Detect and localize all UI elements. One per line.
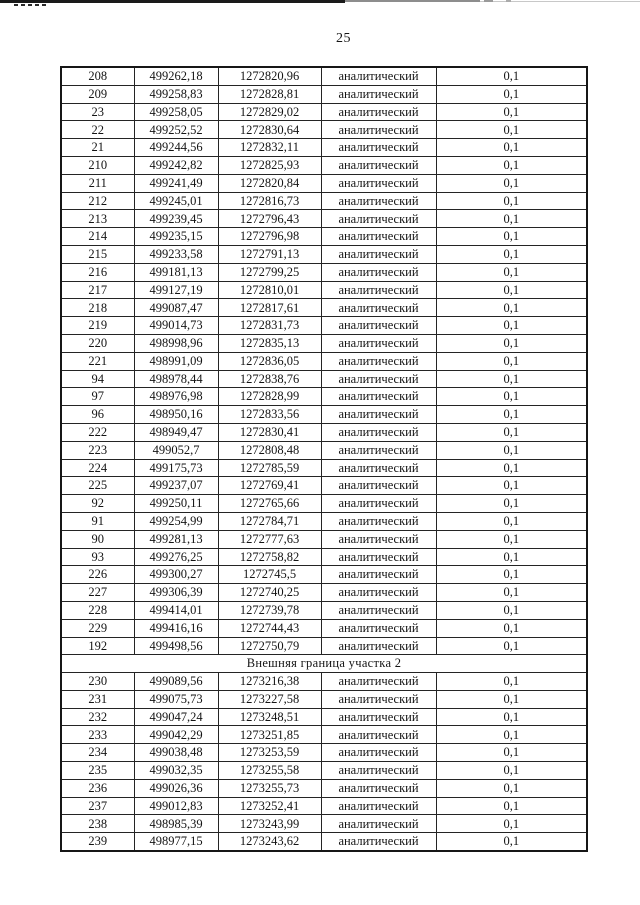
point-number-cell: 94 bbox=[61, 370, 134, 388]
method-cell: аналитический bbox=[321, 281, 436, 299]
table-row bbox=[61, 584, 587, 602]
x-coordinate-cell: 499089,56 bbox=[134, 673, 218, 691]
method-cell: аналитический bbox=[321, 673, 436, 691]
table-row bbox=[61, 548, 587, 566]
y-coordinate-cell: 1273216,38 bbox=[218, 673, 321, 691]
table-row bbox=[61, 512, 587, 530]
accuracy-cell: 0,1 bbox=[436, 174, 587, 192]
table-row bbox=[61, 388, 587, 406]
table-row bbox=[61, 601, 587, 619]
table-row bbox=[61, 726, 587, 744]
point-number-cell: 230 bbox=[61, 673, 134, 691]
method-cell: аналитический bbox=[321, 779, 436, 797]
y-coordinate-cell: 1272832,11 bbox=[218, 139, 321, 157]
accuracy-cell: 0,1 bbox=[436, 779, 587, 797]
table-row bbox=[61, 797, 587, 815]
table-row bbox=[61, 245, 587, 263]
x-coordinate-cell: 499262,18 bbox=[134, 67, 218, 85]
x-coordinate-cell: 498998,96 bbox=[134, 334, 218, 352]
x-coordinate-cell: 499087,47 bbox=[134, 299, 218, 317]
y-coordinate-cell: 1272799,25 bbox=[218, 263, 321, 281]
method-cell: аналитический bbox=[321, 263, 436, 281]
accuracy-cell: 0,1 bbox=[436, 85, 587, 103]
accuracy-cell: 0,1 bbox=[436, 406, 587, 424]
point-number-cell: 235 bbox=[61, 762, 134, 780]
y-coordinate-cell: 1272765,66 bbox=[218, 495, 321, 513]
point-number-cell: 212 bbox=[61, 192, 134, 210]
y-coordinate-cell: 1272796,43 bbox=[218, 210, 321, 228]
point-number-cell: 217 bbox=[61, 281, 134, 299]
accuracy-cell: 0,1 bbox=[436, 673, 587, 691]
accuracy-cell: 0,1 bbox=[436, 797, 587, 815]
method-cell: аналитический bbox=[321, 334, 436, 352]
y-coordinate-cell: 1272796,98 bbox=[218, 228, 321, 246]
point-number-cell: 192 bbox=[61, 637, 134, 655]
point-number-cell: 92 bbox=[61, 495, 134, 513]
y-coordinate-cell: 1272817,61 bbox=[218, 299, 321, 317]
accuracy-cell: 0,1 bbox=[436, 708, 587, 726]
accuracy-cell: 0,1 bbox=[436, 744, 587, 762]
point-number-cell: 23 bbox=[61, 103, 134, 121]
method-cell: аналитический bbox=[321, 584, 436, 602]
table-row bbox=[61, 495, 587, 513]
point-number-cell: 231 bbox=[61, 690, 134, 708]
y-coordinate-cell: 1273251,85 bbox=[218, 726, 321, 744]
point-number-cell: 209 bbox=[61, 85, 134, 103]
point-number-cell: 90 bbox=[61, 530, 134, 548]
scan-artifact-dashes bbox=[14, 4, 48, 6]
accuracy-cell: 0,1 bbox=[436, 512, 587, 530]
y-coordinate-cell: 1272745,5 bbox=[218, 566, 321, 584]
method-cell: аналитический bbox=[321, 85, 436, 103]
point-number-cell: 218 bbox=[61, 299, 134, 317]
point-number-cell: 220 bbox=[61, 334, 134, 352]
x-coordinate-cell: 499014,73 bbox=[134, 317, 218, 335]
table-row bbox=[61, 637, 587, 655]
table-row bbox=[61, 673, 587, 691]
y-coordinate-cell: 1272808,48 bbox=[218, 441, 321, 459]
accuracy-cell: 0,1 bbox=[436, 156, 587, 174]
x-coordinate-cell: 499175,73 bbox=[134, 459, 218, 477]
accuracy-cell: 0,1 bbox=[436, 334, 587, 352]
point-number-cell: 97 bbox=[61, 388, 134, 406]
accuracy-cell: 0,1 bbox=[436, 477, 587, 495]
scan-artifact-tick bbox=[506, 0, 511, 2]
point-number-cell: 96 bbox=[61, 406, 134, 424]
table-row bbox=[61, 352, 587, 370]
point-number-cell: 232 bbox=[61, 708, 134, 726]
x-coordinate-cell: 499042,29 bbox=[134, 726, 218, 744]
table-row bbox=[61, 459, 587, 477]
point-number-cell: 22 bbox=[61, 121, 134, 139]
method-cell: аналитический bbox=[321, 299, 436, 317]
page-number: 25 bbox=[336, 31, 351, 46]
x-coordinate-cell: 498977,15 bbox=[134, 833, 218, 851]
y-coordinate-cell: 1272835,13 bbox=[218, 334, 321, 352]
x-coordinate-cell: 499239,45 bbox=[134, 210, 218, 228]
x-coordinate-cell: 499250,11 bbox=[134, 495, 218, 513]
accuracy-cell: 0,1 bbox=[436, 263, 587, 281]
y-coordinate-cell: 1272739,78 bbox=[218, 601, 321, 619]
x-coordinate-cell: 498978,44 bbox=[134, 370, 218, 388]
table-row bbox=[61, 530, 587, 548]
method-cell: аналитический bbox=[321, 744, 436, 762]
method-cell: аналитический bbox=[321, 762, 436, 780]
accuracy-cell: 0,1 bbox=[436, 388, 587, 406]
table-row bbox=[61, 192, 587, 210]
x-coordinate-cell: 499498,56 bbox=[134, 637, 218, 655]
point-number-cell: 208 bbox=[61, 67, 134, 85]
x-coordinate-cell: 499032,35 bbox=[134, 762, 218, 780]
point-number-cell: 222 bbox=[61, 423, 134, 441]
accuracy-cell: 0,1 bbox=[436, 281, 587, 299]
table-row bbox=[61, 477, 587, 495]
x-coordinate-cell: 499038,48 bbox=[134, 744, 218, 762]
point-number-cell: 226 bbox=[61, 566, 134, 584]
table-row bbox=[61, 833, 587, 851]
x-coordinate-cell: 499127,19 bbox=[134, 281, 218, 299]
table-row bbox=[61, 334, 587, 352]
point-number-cell: 227 bbox=[61, 584, 134, 602]
point-number-cell: 93 bbox=[61, 548, 134, 566]
method-cell: аналитический bbox=[321, 406, 436, 424]
x-coordinate-cell: 499075,73 bbox=[134, 690, 218, 708]
table-row bbox=[61, 762, 587, 780]
y-coordinate-cell: 1272820,84 bbox=[218, 174, 321, 192]
section-header-row bbox=[61, 655, 587, 673]
table-row bbox=[61, 67, 587, 85]
table-row bbox=[61, 370, 587, 388]
point-number-cell: 239 bbox=[61, 833, 134, 851]
point-number-cell: 233 bbox=[61, 726, 134, 744]
coordinates-table bbox=[60, 66, 588, 852]
point-number-cell: 21 bbox=[61, 139, 134, 157]
x-coordinate-cell: 499414,01 bbox=[134, 601, 218, 619]
method-cell: аналитический bbox=[321, 619, 436, 637]
y-coordinate-cell: 1272810,01 bbox=[218, 281, 321, 299]
y-coordinate-cell: 1272769,41 bbox=[218, 477, 321, 495]
point-number-cell: 216 bbox=[61, 263, 134, 281]
section-header-label: Внешняя граница участка 2 bbox=[61, 655, 587, 673]
point-number-cell: 221 bbox=[61, 352, 134, 370]
x-coordinate-cell: 499235,15 bbox=[134, 228, 218, 246]
table-row bbox=[61, 815, 587, 833]
accuracy-cell: 0,1 bbox=[436, 601, 587, 619]
accuracy-cell: 0,1 bbox=[436, 352, 587, 370]
y-coordinate-cell: 1273255,58 bbox=[218, 762, 321, 780]
point-number-cell: 223 bbox=[61, 441, 134, 459]
accuracy-cell: 0,1 bbox=[436, 67, 587, 85]
method-cell: аналитический bbox=[321, 192, 436, 210]
method-cell: аналитический bbox=[321, 566, 436, 584]
y-coordinate-cell: 1272740,25 bbox=[218, 584, 321, 602]
x-coordinate-cell: 499244,56 bbox=[134, 139, 218, 157]
table-row bbox=[61, 263, 587, 281]
method-cell: аналитический bbox=[321, 245, 436, 263]
x-coordinate-cell: 499276,25 bbox=[134, 548, 218, 566]
accuracy-cell: 0,1 bbox=[436, 103, 587, 121]
y-coordinate-cell: 1272830,41 bbox=[218, 423, 321, 441]
method-cell: аналитический bbox=[321, 530, 436, 548]
accuracy-cell: 0,1 bbox=[436, 228, 587, 246]
point-number-cell: 237 bbox=[61, 797, 134, 815]
y-coordinate-cell: 1273227,58 bbox=[218, 690, 321, 708]
y-coordinate-cell: 1272828,99 bbox=[218, 388, 321, 406]
y-coordinate-cell: 1272816,73 bbox=[218, 192, 321, 210]
y-coordinate-cell: 1273252,41 bbox=[218, 797, 321, 815]
method-cell: аналитический bbox=[321, 637, 436, 655]
accuracy-cell: 0,1 bbox=[436, 139, 587, 157]
x-coordinate-cell: 498950,16 bbox=[134, 406, 218, 424]
method-cell: аналитический bbox=[321, 103, 436, 121]
scan-artifact-tick bbox=[484, 0, 493, 2]
accuracy-cell: 0,1 bbox=[436, 690, 587, 708]
y-coordinate-cell: 1273248,51 bbox=[218, 708, 321, 726]
accuracy-cell: 0,1 bbox=[436, 459, 587, 477]
method-cell: аналитический bbox=[321, 797, 436, 815]
x-coordinate-cell: 499245,01 bbox=[134, 192, 218, 210]
method-cell: аналитический bbox=[321, 121, 436, 139]
method-cell: аналитический bbox=[321, 156, 436, 174]
scan-artifact-gray-line bbox=[345, 0, 480, 2]
method-cell: аналитический bbox=[321, 139, 436, 157]
y-coordinate-cell: 1272785,59 bbox=[218, 459, 321, 477]
x-coordinate-cell: 498991,09 bbox=[134, 352, 218, 370]
x-coordinate-cell: 499281,13 bbox=[134, 530, 218, 548]
y-coordinate-cell: 1272750,79 bbox=[218, 637, 321, 655]
method-cell: аналитический bbox=[321, 495, 436, 513]
method-cell: аналитический bbox=[321, 423, 436, 441]
point-number-cell: 234 bbox=[61, 744, 134, 762]
method-cell: аналитический bbox=[321, 601, 436, 619]
table-row bbox=[61, 441, 587, 459]
method-cell: аналитический bbox=[321, 690, 436, 708]
table-row bbox=[61, 423, 587, 441]
point-number-cell: 210 bbox=[61, 156, 134, 174]
method-cell: аналитический bbox=[321, 726, 436, 744]
accuracy-cell: 0,1 bbox=[436, 548, 587, 566]
method-cell: аналитический bbox=[321, 352, 436, 370]
table-row bbox=[61, 156, 587, 174]
x-coordinate-cell: 499258,05 bbox=[134, 103, 218, 121]
table-row bbox=[61, 103, 587, 121]
point-number-cell: 236 bbox=[61, 779, 134, 797]
y-coordinate-cell: 1272758,82 bbox=[218, 548, 321, 566]
table-row bbox=[61, 317, 587, 335]
table-row bbox=[61, 281, 587, 299]
method-cell: аналитический bbox=[321, 815, 436, 833]
method-cell: аналитический bbox=[321, 459, 436, 477]
accuracy-cell: 0,1 bbox=[436, 245, 587, 263]
y-coordinate-cell: 1272830,64 bbox=[218, 121, 321, 139]
table-row bbox=[61, 406, 587, 424]
accuracy-cell: 0,1 bbox=[436, 210, 587, 228]
point-number-cell: 213 bbox=[61, 210, 134, 228]
x-coordinate-cell: 499242,82 bbox=[134, 156, 218, 174]
y-coordinate-cell: 1273255,73 bbox=[218, 779, 321, 797]
x-coordinate-cell: 499233,58 bbox=[134, 245, 218, 263]
table-row bbox=[61, 779, 587, 797]
x-coordinate-cell: 499258,83 bbox=[134, 85, 218, 103]
y-coordinate-cell: 1272828,81 bbox=[218, 85, 321, 103]
x-coordinate-cell: 499241,49 bbox=[134, 174, 218, 192]
accuracy-cell: 0,1 bbox=[436, 441, 587, 459]
x-coordinate-cell: 498985,39 bbox=[134, 815, 218, 833]
accuracy-cell: 0,1 bbox=[436, 192, 587, 210]
accuracy-cell: 0,1 bbox=[436, 530, 587, 548]
x-coordinate-cell: 499026,36 bbox=[134, 779, 218, 797]
point-number-cell: 219 bbox=[61, 317, 134, 335]
method-cell: аналитический bbox=[321, 370, 436, 388]
x-coordinate-cell: 499254,99 bbox=[134, 512, 218, 530]
x-coordinate-cell: 498976,98 bbox=[134, 388, 218, 406]
y-coordinate-cell: 1272791,13 bbox=[218, 245, 321, 263]
point-number-cell: 229 bbox=[61, 619, 134, 637]
accuracy-cell: 0,1 bbox=[436, 762, 587, 780]
method-cell: аналитический bbox=[321, 228, 436, 246]
y-coordinate-cell: 1272820,96 bbox=[218, 67, 321, 85]
x-coordinate-cell: 499252,52 bbox=[134, 121, 218, 139]
coordinates-table-body bbox=[61, 67, 587, 851]
table-row bbox=[61, 566, 587, 584]
accuracy-cell: 0,1 bbox=[436, 815, 587, 833]
accuracy-cell: 0,1 bbox=[436, 726, 587, 744]
accuracy-cell: 0,1 bbox=[436, 121, 587, 139]
table-row bbox=[61, 299, 587, 317]
y-coordinate-cell: 1272744,43 bbox=[218, 619, 321, 637]
accuracy-cell: 0,1 bbox=[436, 423, 587, 441]
accuracy-cell: 0,1 bbox=[436, 370, 587, 388]
x-coordinate-cell: 499416,16 bbox=[134, 619, 218, 637]
method-cell: аналитический bbox=[321, 833, 436, 851]
table-row bbox=[61, 174, 587, 192]
table-row bbox=[61, 708, 587, 726]
method-cell: аналитический bbox=[321, 67, 436, 85]
y-coordinate-cell: 1273243,62 bbox=[218, 833, 321, 851]
point-number-cell: 214 bbox=[61, 228, 134, 246]
table-row bbox=[61, 690, 587, 708]
method-cell: аналитический bbox=[321, 317, 436, 335]
method-cell: аналитический bbox=[321, 708, 436, 726]
table-row bbox=[61, 744, 587, 762]
method-cell: аналитический bbox=[321, 548, 436, 566]
x-coordinate-cell: 498949,47 bbox=[134, 423, 218, 441]
point-number-cell: 91 bbox=[61, 512, 134, 530]
point-number-cell: 224 bbox=[61, 459, 134, 477]
x-coordinate-cell: 499300,27 bbox=[134, 566, 218, 584]
accuracy-cell: 0,1 bbox=[436, 584, 587, 602]
point-number-cell: 238 bbox=[61, 815, 134, 833]
x-coordinate-cell: 499052,7 bbox=[134, 441, 218, 459]
scan-artifact-black-line bbox=[0, 0, 345, 3]
table-row bbox=[61, 619, 587, 637]
point-number-cell: 228 bbox=[61, 601, 134, 619]
method-cell: аналитический bbox=[321, 441, 436, 459]
table-row bbox=[61, 121, 587, 139]
y-coordinate-cell: 1273253,59 bbox=[218, 744, 321, 762]
point-number-cell: 211 bbox=[61, 174, 134, 192]
point-number-cell: 215 bbox=[61, 245, 134, 263]
accuracy-cell: 0,1 bbox=[436, 619, 587, 637]
method-cell: аналитический bbox=[321, 388, 436, 406]
y-coordinate-cell: 1272836,05 bbox=[218, 352, 321, 370]
table-row bbox=[61, 228, 587, 246]
y-coordinate-cell: 1273243,99 bbox=[218, 815, 321, 833]
method-cell: аналитический bbox=[321, 174, 436, 192]
table-row bbox=[61, 85, 587, 103]
accuracy-cell: 0,1 bbox=[436, 495, 587, 513]
y-coordinate-cell: 1272777,63 bbox=[218, 530, 321, 548]
table-row bbox=[61, 139, 587, 157]
y-coordinate-cell: 1272784,71 bbox=[218, 512, 321, 530]
table-row bbox=[61, 210, 587, 228]
y-coordinate-cell: 1272829,02 bbox=[218, 103, 321, 121]
x-coordinate-cell: 499306,39 bbox=[134, 584, 218, 602]
accuracy-cell: 0,1 bbox=[436, 637, 587, 655]
point-number-cell: 225 bbox=[61, 477, 134, 495]
x-coordinate-cell: 499012,83 bbox=[134, 797, 218, 815]
accuracy-cell: 0,1 bbox=[436, 299, 587, 317]
method-cell: аналитический bbox=[321, 210, 436, 228]
method-cell: аналитический bbox=[321, 477, 436, 495]
accuracy-cell: 0,1 bbox=[436, 317, 587, 335]
x-coordinate-cell: 499181,13 bbox=[134, 263, 218, 281]
x-coordinate-cell: 499047,24 bbox=[134, 708, 218, 726]
y-coordinate-cell: 1272838,76 bbox=[218, 370, 321, 388]
y-coordinate-cell: 1272831,73 bbox=[218, 317, 321, 335]
y-coordinate-cell: 1272833,56 bbox=[218, 406, 321, 424]
accuracy-cell: 0,1 bbox=[436, 566, 587, 584]
x-coordinate-cell: 499237,07 bbox=[134, 477, 218, 495]
accuracy-cell: 0,1 bbox=[436, 833, 587, 851]
y-coordinate-cell: 1272825,93 bbox=[218, 156, 321, 174]
method-cell: аналитический bbox=[321, 512, 436, 530]
